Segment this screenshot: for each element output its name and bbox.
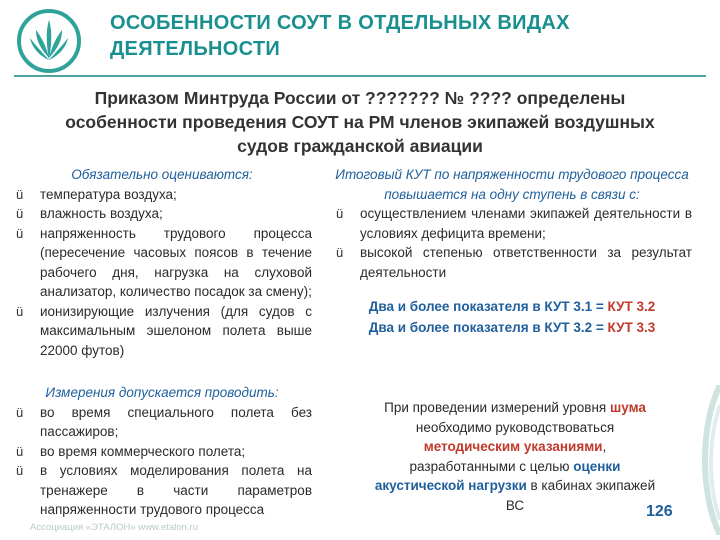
lead-line-3: судов гражданской авиации [237, 136, 483, 156]
list-item: ü напряженность трудового процесса (пересечение часовых поясов в течение рабочего дня, нагрузка на слуховой анализатор, количество посадок за смену); [16, 225, 312, 299]
kut-rule-2: Два и более показателя в КУТ 3.2 = КУТ 3.3 [368, 320, 656, 335]
leaf-logo-icon [16, 8, 82, 74]
lead-line-1: Приказом Минтруда России от ??????? № ???? определены [94, 88, 626, 108]
check-icon: ü [16, 443, 24, 459]
kut-increase-list [332, 204, 692, 282]
mandatory-factors-list [12, 185, 312, 361]
list-item: ü влажность воздуха; [12, 204, 312, 224]
check-icon: ü [16, 225, 24, 241]
acoustic-term: оценки акустической нагрузки [374, 458, 621, 493]
list-item: ü в условиях моделирования полета на тренажере в части параметров напряженности трудового процесса [16, 463, 312, 517]
kut-result: КУТ 3.3 [607, 320, 656, 335]
kut-increase-section [332, 165, 692, 338]
title-line-1: ОСОБЕННОСТИ СОУТ В ОТДЕЛЬНЫХ ВИДАХ [110, 12, 570, 34]
list-item: ü во время коммерческого полета; [12, 442, 312, 462]
list-item: ü осуществлением членами экипажей деятельности в условиях дефицита времени; [336, 206, 692, 241]
check-icon: ü [16, 303, 24, 319]
check-icon: ü [336, 245, 344, 260]
measurement-heading: Измерения допускается проводить: [45, 385, 279, 400]
kut-rules [332, 296, 692, 338]
list-item: ü во время специального полета без пассажиров; [16, 404, 312, 439]
list-item: ü высокой степенью ответственности за результат деятельности [336, 245, 692, 280]
measurement-section [12, 383, 312, 520]
title-line-2: ДЕЯТЕЛЬНОСТИ [110, 38, 281, 60]
page-title [110, 10, 700, 62]
mandatory-factors-heading: Обязательно оцениваются: [71, 167, 253, 182]
noise-term: шума [609, 400, 646, 415]
title-divider [14, 75, 706, 77]
decorative-arc-icon [690, 385, 720, 535]
list-item: ü температура воздуха; [12, 185, 312, 205]
kut-result: КУТ 3.2 [607, 299, 656, 314]
kut-rule-1: Два и более показателя в КУТ 3.1 = КУТ 3.2 [368, 299, 656, 314]
check-icon: ü [336, 206, 344, 221]
kut-increase-heading: Итоговый КУТ по напряженности трудового процесса повышается на одну ступень в связи с: [335, 167, 689, 202]
methods-term: методическим указаниями [423, 439, 603, 454]
check-icon: ü [16, 206, 24, 221]
mandatory-factors-section [12, 165, 312, 360]
check-icon: ü [16, 404, 24, 420]
check-icon: ü [16, 463, 24, 478]
lead-statement [10, 86, 710, 158]
measurement-list [12, 403, 312, 520]
noise-note: При проведении измерений уровня шума необходимо руководствоваться методическим указаниями, разработанными с целью оценки акустической нагрузки в кабинах экипажей ВС [374, 400, 656, 513]
footer-text: Ассоциация «ЭТАЛОН» www.etalon.ru [30, 522, 199, 533]
page-number: 126 [646, 503, 673, 520]
check-icon: ü [16, 186, 24, 202]
lead-line-2: особенности проведения СОУТ на РМ членов экипажей воздушных [65, 112, 655, 132]
list-item: ü ионизирующие излучения (для судов с максимальным эшелоном полета выше 22000 футов) [16, 303, 312, 358]
